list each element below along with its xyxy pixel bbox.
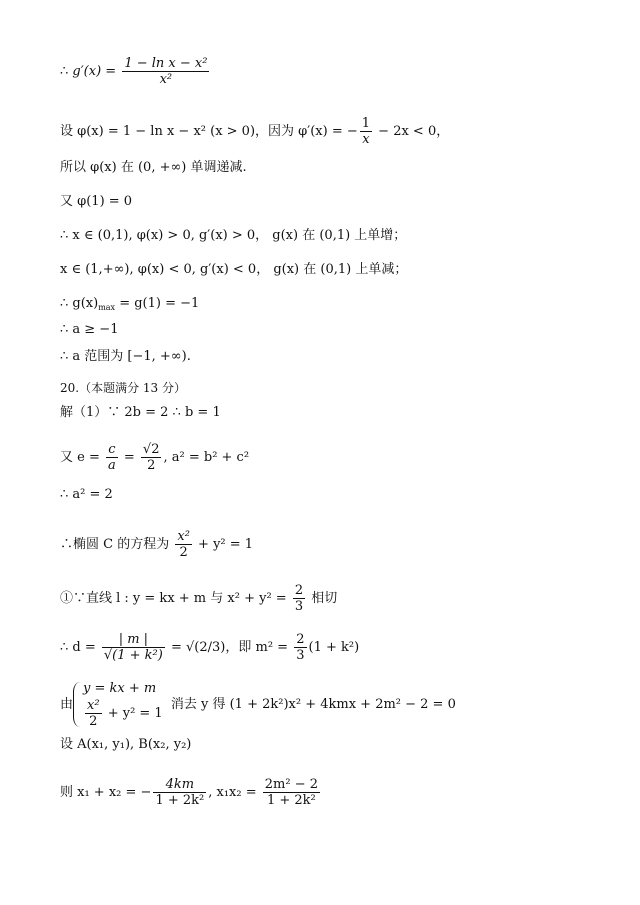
- text: ∴椭圆 C 的方程为: [60, 537, 174, 552]
- text: , x₁x₂ =: [208, 785, 261, 800]
- line-distance: [60, 632, 359, 663]
- line-eccentricity: [60, 442, 249, 473]
- line-g-max: [60, 296, 199, 312]
- sqrt-expression: √(2/3): [186, 640, 226, 655]
- line-a-range: ∴ a 范围为 [−1, +∞).: [60, 349, 191, 364]
- text: ∴ d =: [60, 640, 100, 655]
- line-phi-one: 又 φ(1) = 0: [60, 194, 133, 209]
- fraction: [122, 56, 209, 87]
- fraction-denominator: 3: [294, 599, 304, 614]
- fraction-numerator: 4km: [153, 777, 206, 793]
- fraction-numerator: c: [106, 442, 118, 458]
- line-ellipse-equation: [60, 529, 253, 560]
- text: 则 x₁ + x₂ = −: [60, 785, 152, 800]
- fraction-denominator: 3: [296, 648, 305, 663]
- equation-system: [73, 680, 163, 729]
- fraction-denominator: 2: [89, 714, 98, 729]
- fraction: [293, 583, 305, 614]
- therefore-symbol: ∴: [60, 64, 73, 79]
- left-brace: [73, 682, 81, 727]
- fraction-denominator: 2: [179, 545, 188, 560]
- text: ，即 m² =: [225, 640, 293, 655]
- fraction-numerator: 1: [361, 116, 371, 131]
- fraction-numerator: | m |: [102, 632, 165, 648]
- fraction-numerator: √2: [142, 442, 160, 457]
- fraction: [175, 529, 192, 560]
- line-vieta: [60, 777, 322, 808]
- fraction: [85, 698, 102, 729]
- line-interval-decreasing: x ∈ (1,+∞), φ(x) < 0, g′(x) < 0， g(x) 在 (0,1) 上单减；: [60, 262, 408, 277]
- line-derivative-g: [60, 56, 211, 87]
- text: − 2x < 0，: [374, 124, 450, 139]
- system-row-2: [83, 698, 163, 729]
- line-tangent-condition: [60, 583, 337, 614]
- line-define-phi: [60, 116, 449, 147]
- problem-heading: 20.（本题满分 13 分）: [60, 381, 186, 395]
- text: 设 φ(x) = 1 − ln x − x² (x > 0)，因为 φ′(x) = −: [60, 124, 358, 139]
- fraction: [102, 632, 165, 663]
- fraction: [153, 777, 206, 808]
- fraction-denominator: 1 + 2k²: [155, 793, 205, 808]
- text: 相切: [307, 591, 338, 606]
- fraction-denominator: a: [107, 458, 116, 473]
- line-a-bound: ∴ a ≥ −1: [60, 322, 119, 337]
- subscript: max: [98, 303, 116, 312]
- fraction-numerator: x²: [87, 698, 100, 713]
- text: ①∵直线 l : y = kx + m 与 x² + y² =: [60, 591, 291, 606]
- text: ∴ g(x): [60, 296, 99, 311]
- fraction: [263, 777, 320, 808]
- fraction: [294, 632, 306, 663]
- line-system: [60, 680, 456, 729]
- line-solution-b: 解（1）∵ 2b = 2 ∴ b = 1: [60, 405, 221, 420]
- fraction-numerator: 1 − ln x − x²: [124, 56, 208, 71]
- text: + y² = 1: [103, 706, 163, 721]
- text: + y² = 1: [193, 537, 254, 552]
- text: =: [166, 640, 187, 655]
- text: , a² = b² + c²: [163, 450, 250, 465]
- text: 消去 y 得 (1 + 2k²)x² + 4kmx + 2m² − 2 = 0: [166, 697, 456, 712]
- g-prime-lhs: g′(x) =: [72, 64, 121, 79]
- text: 由: [60, 697, 74, 712]
- line-interval-increasing: ∴ x ∈ (0,1), φ(x) > 0, g′(x) > 0， g(x) 在 (0,1) 上单增；: [60, 228, 407, 243]
- text: 又 e =: [60, 450, 104, 465]
- system-row-1: y = kx + m: [83, 681, 157, 696]
- fraction-numerator: 2: [294, 583, 304, 598]
- fraction-numerator: 2: [296, 632, 305, 647]
- fraction-denominator: 2: [147, 458, 156, 473]
- line-points: 设 A(x₁, y₁), B(x₂, y₂): [60, 737, 192, 752]
- fraction: [360, 116, 372, 147]
- fraction-numerator: x²: [177, 529, 190, 544]
- text: (1 + k²): [308, 640, 360, 655]
- fraction: [141, 442, 162, 473]
- fraction-denominator: √(1 + k²): [103, 648, 163, 663]
- fraction-numerator: 2m² − 2: [264, 777, 318, 792]
- line-phi-decreasing: 所以 φ(x) 在 (0, +∞) 单调递减.: [60, 160, 247, 175]
- fraction-denominator: x²: [159, 72, 173, 87]
- line-a-squared: ∴ a² = 2: [60, 487, 113, 502]
- fraction: [106, 442, 118, 473]
- fraction-denominator: 1 + 2k²: [266, 793, 316, 808]
- text: =: [119, 450, 139, 465]
- fraction-denominator: x: [362, 132, 370, 147]
- text: = g(1) = −1: [115, 296, 200, 311]
